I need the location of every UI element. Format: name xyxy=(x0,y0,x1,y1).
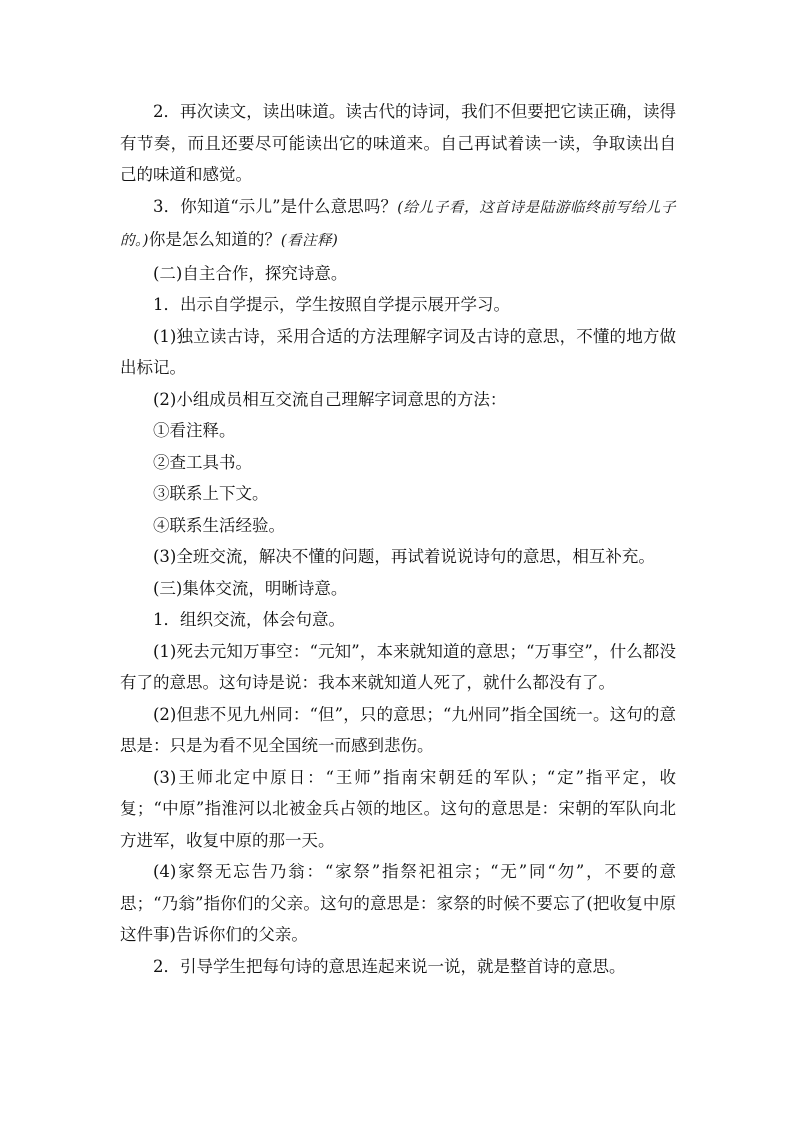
list-item-notes: ①看注释。 xyxy=(153,421,236,440)
document-body xyxy=(120,96,676,982)
list-item-reference: ②查工具书。 xyxy=(153,452,252,472)
paragraph-whole-poem: 2．引导学生把每句诗的意思连起来说一说，就是整首诗的意思。 xyxy=(153,956,626,976)
paragraph-line-3: (3)王师北定中原日：“王师”指南宋朝廷的军队；“定”指平定，收复；“中原”指淮河以北被金兵占领的地区。这句的意思是：宋朝的军队向北方进军，收复中原的那一天。 xyxy=(120,767,676,850)
paragraph-read-independently: (1)独立读古诗，采用合适的方法理解字词及古诗的意思，不懂的地方做出标记。 xyxy=(120,326,676,377)
paragraph-group-exchange: (2)小组成员相互交流自己理解字词意思的方法： xyxy=(153,389,507,409)
paragraph-class-exchange: (3)全班交流，解决不懂的问题，再试着说说诗句的意思，相互补充。 xyxy=(153,547,655,566)
paragraph-line-2: (2)但悲不见九州同：“但”，只的意思；“九州同”指全国统一。这句的意思是：只是为看不见全国统一而感到悲伤。 xyxy=(120,704,676,755)
section-heading-2: (二)自主合作，探究诗意。 xyxy=(153,263,348,283)
question-text-2: 你是怎么知道的？ xyxy=(148,230,281,249)
paragraph-self-study: 1．出示自学提示，学生按照自学提示展开学习。 xyxy=(153,295,510,314)
section-heading-3: (三)集体交流，明晰诗意。 xyxy=(153,578,348,598)
question-text: 3．你知道“示儿”是什么意思吗？ xyxy=(153,196,398,216)
paragraph-read-flavor: 2．再次读文，读出味道。读古代的诗词，我们不但要把它读正确，读得有节奏，而且还要尽可能读出它的味道来。自己再试着读一读，争取读出自己的味道和感觉。 xyxy=(120,102,676,184)
answer-note: (给儿子看，这首诗是陆游临终前写给儿子的。) xyxy=(120,199,677,249)
paragraph-organize-exchange: 1．组织交流，体会句意。 xyxy=(153,610,345,629)
paragraph-title-meaning xyxy=(120,191,676,258)
answer-note-2: (看注释) xyxy=(280,233,339,249)
paragraph-line-4: (4)家祭无忘告乃翁：“家祭”指祭祀祖宗；“无”同“勿”，不要的意思；“乃翁”指你们的父亲。这句的意思是：家祭的时候不要忘了(把收复中原这件事)告诉你们的父亲。 xyxy=(120,862,676,944)
list-item-context: ③联系上下文。 xyxy=(153,484,269,503)
list-item-experience: ④联系生活经验。 xyxy=(153,515,285,535)
paragraph-line-1: (1)死去元知万事空：“元知”，本来就知道的意思；“万事空”，什么都没有了的意思。这句诗是说：我本来就知道人死了，就什么都没有了。 xyxy=(120,641,676,692)
